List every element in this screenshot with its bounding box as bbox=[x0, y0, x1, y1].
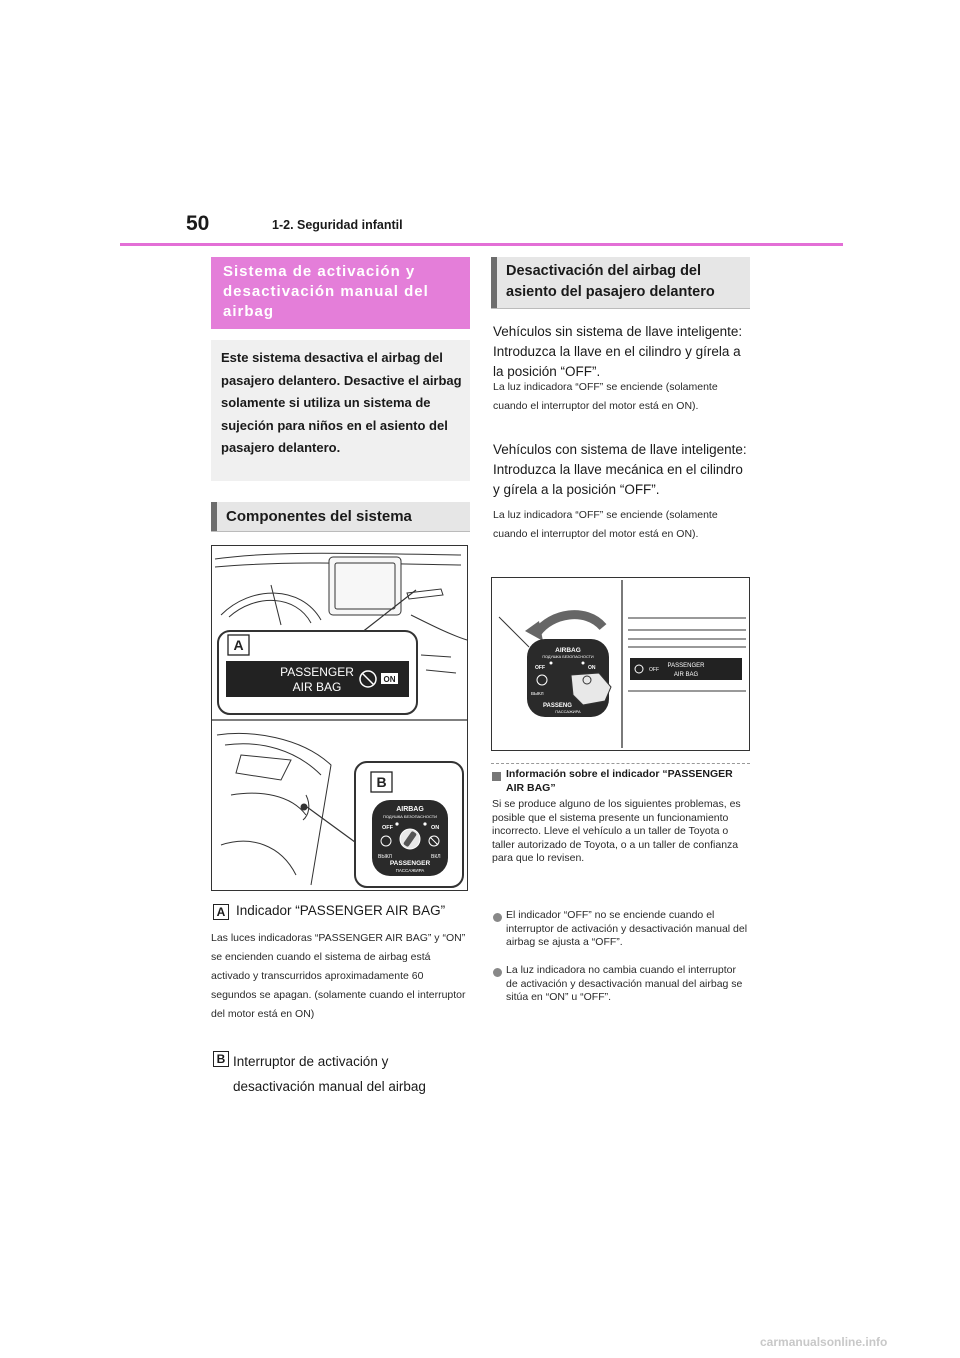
info-square-bullet bbox=[492, 772, 501, 781]
indicator-passenger-text: PASSENGER bbox=[280, 665, 354, 679]
paragraph-no-smart-key: Vehículos sin sistema de llave inteligente: Introduzca la llave en el cilindro y gírela a la posición “OFF”. bbox=[493, 324, 743, 379]
components-heading bbox=[211, 502, 470, 531]
switch-off-label: OFF bbox=[382, 825, 393, 831]
switch-passenger-ru-label: ПАССАЖИРА bbox=[395, 868, 425, 873]
item-b-label: B bbox=[213, 1051, 229, 1067]
section-title: 1-2. Seguridad infantil bbox=[272, 218, 403, 232]
switch2-passenger-ru-label: ПАССАЖИРА bbox=[555, 709, 581, 714]
switch2-airbag-ru-label: ПОДУШКА БЕЗОПАСНОСТИ bbox=[542, 655, 594, 659]
indicator-airbag-text: AIR BAG bbox=[292, 680, 342, 694]
switch-on-label: ON bbox=[431, 825, 440, 831]
footer-watermark: carmanualsonline.info bbox=[760, 1335, 888, 1349]
switch-on-ru-label: ВКЛ bbox=[431, 854, 441, 860]
bullet-dot-2 bbox=[493, 968, 502, 977]
intro-box bbox=[211, 340, 470, 481]
switch2-passenger-label: PASSENG bbox=[543, 703, 572, 709]
info-divider bbox=[491, 763, 750, 764]
paragraph-smart-key: Vehículos con sistema de llave inteligente: Introduzca la llave mecánica en el cilindro y gírela a la posición “OFF”. bbox=[493, 442, 747, 497]
bullet-dot-1 bbox=[493, 913, 502, 922]
bullet-text-1: El indicador “OFF” no se enciende cuando el interruptor de activación y desactivación manual del airbag se ajusta a “OFF”. bbox=[506, 909, 748, 948]
indicator-on-badge: ON bbox=[383, 675, 396, 684]
switch-passenger-label: PASSENGER bbox=[389, 860, 431, 867]
bullet-text-2: La luz indicadora no cambia cuando el interruptor de activación y desactivación manual del airbag se sitúa en “ON” u “OFF”. bbox=[506, 964, 743, 1003]
page-number: 50 bbox=[186, 212, 210, 235]
indicator2-passenger-text: PASSENGER bbox=[667, 663, 705, 669]
switch2-off-ru-label: ВЫКЛ bbox=[531, 691, 544, 696]
switch-off-ru-label: ВЫКЛ bbox=[378, 854, 392, 860]
section-heading-box bbox=[211, 257, 470, 329]
intro-text: Este sistema desactiva el airbag del pasajero delantero. Desactive el airbag solamente si utiliza un sistema de sujeción para niños en el asiento del pasajero delantero. bbox=[221, 350, 462, 455]
switch2-on-label: ON bbox=[588, 665, 596, 671]
paragraph-no-smart-key-note: La luz indicadora “OFF” se enciende (solamente cuando el interruptor del motor está en ON). bbox=[493, 381, 718, 412]
header-rule bbox=[120, 243, 843, 246]
item-b-title: Interruptor de activación y desactivación manual del airbag bbox=[233, 1054, 426, 1094]
indicator-off-label: OFF bbox=[649, 667, 659, 673]
paragraph-smart-key-note: La luz indicadora “OFF” se enciende (solamente cuando el interruptor del motor está en ON). bbox=[493, 509, 718, 540]
figure-label-a: A bbox=[233, 637, 244, 653]
switch-airbag-label: AIRBAG bbox=[396, 806, 424, 813]
indicator2-airbag-text: AIR BAG bbox=[673, 672, 699, 678]
deactivation-heading-rule bbox=[491, 308, 750, 309]
item-a-text: Las luces indicadoras “PASSENGER AIR BAG” y “ON” se encienden cuando el sistema de airbag está activado y transcurridos aproximadamente 60 segundos se apagan. (solamente cuando el interruptor del motor está en ON) bbox=[211, 932, 466, 1020]
figure-label-b: B bbox=[376, 774, 387, 790]
switch2-airbag-label: AIRBAG bbox=[555, 647, 581, 654]
item-a-title: Indicador “PASSENGER AIR BAG” bbox=[236, 903, 446, 918]
item-a-label: A bbox=[213, 904, 229, 920]
deactivation-heading-text: Desactivación del airbag del asiento del pasajero delantero bbox=[506, 263, 715, 300]
components-heading-rule bbox=[211, 531, 470, 532]
info-title: Información sobre el indicador “PASSENGER AIR BAG” bbox=[506, 768, 733, 794]
switch-airbag-ru-label: ПОДУШКА БЕЗОПАСНОСТИ bbox=[382, 814, 438, 819]
deactivation-figure bbox=[491, 577, 750, 751]
section-heading: Sistema de activación y desactivación manual del airbag bbox=[223, 263, 429, 320]
system-components-figure bbox=[211, 545, 468, 891]
switch2-off-label: OFF bbox=[535, 665, 545, 671]
deactivation-heading bbox=[491, 257, 750, 308]
components-heading-text: Componentes del sistema bbox=[226, 508, 412, 525]
info-text: Si se produce alguno de los siguientes problemas, es posible que el sistema presente un funcionamiento incorrecto. Lleve el vehículo a un taller de Toyota o taller autorizado de Toyota, o a un taller de confianza para que lo revisen. bbox=[492, 798, 741, 864]
